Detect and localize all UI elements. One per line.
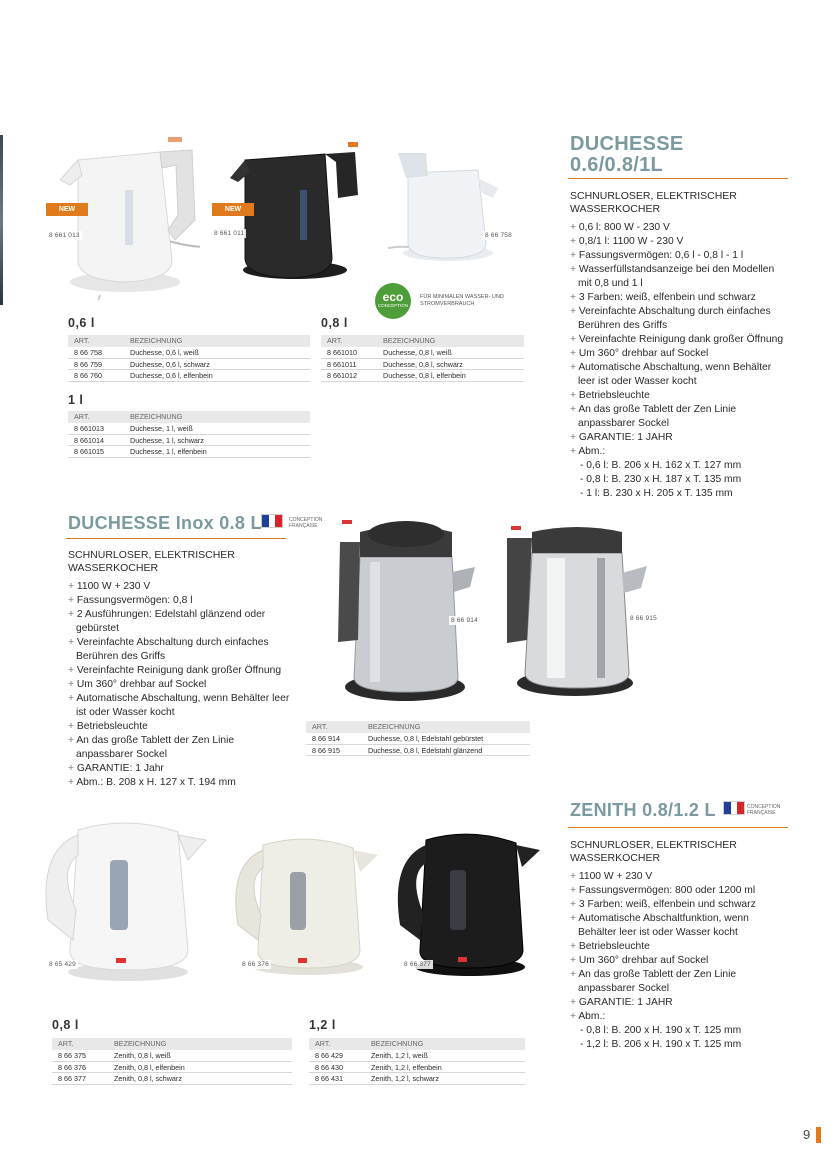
- dimension-item: - 1 l: B. 230 x H. 205 x T. 135 mm: [580, 488, 733, 499]
- eco-description: FÜR MINIMALEN WASSER- UND STROMVERBRAUCH: [420, 294, 504, 307]
- cell-art: 8 661013: [74, 424, 104, 433]
- bullet-icon: +: [570, 236, 579, 247]
- article-table: [309, 1038, 525, 1085]
- spec-text: GARANTIE: 1 JAHR: [578, 997, 673, 1008]
- header-art: ART.: [312, 722, 328, 731]
- spec-text: Automatische Abschaltung, wenn Behälter leer ist oder Wasser kocht: [578, 362, 772, 387]
- spec-item: [570, 940, 785, 954]
- bullet-icon: +: [570, 997, 579, 1008]
- spec-text: 0,6 l: 800 W - 230 V: [578, 222, 670, 233]
- spec-text: GARANTIE: 1 JAHR: [578, 432, 673, 443]
- spec-text: An das große Tablett der Zen Linie anpassbarer Sockel: [578, 404, 737, 429]
- spec-item: [570, 870, 785, 884]
- article-tag: 8 66 377: [404, 961, 431, 968]
- bullet-icon: +: [570, 390, 579, 401]
- dimension-item: - 1,2 l: B. 206 x H. 190 x T. 125 mm: [580, 1039, 742, 1050]
- table-header: [68, 411, 310, 423]
- dimension-item: - 0,8 l: B. 230 x H. 187 x T. 135 mm: [580, 474, 742, 485]
- bullet-icon: +: [68, 763, 77, 774]
- zenith-spec-list: [570, 870, 785, 1052]
- header-bezeichnung: BEZEICHNUNG: [114, 1039, 167, 1048]
- spec-item: [570, 333, 785, 347]
- cell-art: 8 661015: [74, 447, 104, 456]
- header-bezeichnung: BEZEICHNUNG: [371, 1039, 424, 1048]
- cell-bezeichnung: Zenith, 1,2 l, elfenbein: [371, 1062, 442, 1072]
- title-rule: [568, 827, 788, 828]
- spec-item: [68, 608, 293, 636]
- spec-text: 1100 W + 230 V: [76, 581, 151, 592]
- spec-text: An das große Tablett der Zen Linie anpassbarer Sockel: [578, 969, 737, 994]
- spec-text: Um 360° drehbar auf Sockel: [578, 348, 709, 359]
- cell-bezeichnung: Zenith, 1,2 l, weiß: [371, 1051, 428, 1060]
- cell-art: 8 661012: [327, 371, 357, 380]
- spec-item: [570, 898, 785, 912]
- cell-bezeichnung: Duchesse, 0,6 l, elfenbein: [130, 371, 213, 380]
- french-flag-icon: [261, 514, 283, 528]
- article-table: [306, 721, 530, 756]
- header-bezeichnung: BEZEICHNUNG: [130, 336, 183, 345]
- dimension-item: - 0,8 l: B. 200 x H. 190 x T. 125 mm: [580, 1025, 742, 1036]
- bullet-icon: +: [68, 595, 77, 606]
- bullet-icon: +: [68, 679, 77, 690]
- conception-label: CONCEPTION FRANÇAISE: [289, 517, 323, 529]
- header-art: ART.: [74, 336, 90, 345]
- bullet-icon: +: [570, 250, 579, 261]
- bullet-icon: +: [68, 735, 77, 746]
- spec-item: [68, 580, 293, 594]
- spec-item: [68, 734, 293, 762]
- bullet-icon: +: [68, 637, 77, 648]
- cell-bezeichnung: Zenith, 0,8 l, elfenbein: [114, 1062, 185, 1072]
- bullet-icon: +: [570, 404, 579, 415]
- table-row: [321, 359, 524, 371]
- duchesse-title: [570, 134, 684, 176]
- bullet-icon: +: [570, 306, 579, 317]
- duchesse-subtitle: SCHNURLOSER, ELEKTRISCHER WASSERKOCHER: [570, 190, 737, 215]
- header-bezeichnung: BEZEICHNUNG: [130, 412, 183, 421]
- spec-item: [570, 431, 785, 445]
- spec-item: [68, 720, 293, 734]
- cell-bezeichnung: Duchesse, 0,8 l, schwarz: [383, 359, 463, 369]
- bullet-icon: +: [570, 1011, 579, 1022]
- dimension-item: - 0,6 l: B. 206 x H. 162 x T. 127 mm: [580, 460, 742, 471]
- cell-bezeichnung: Duchesse, 1 l, weiß: [130, 424, 193, 433]
- article-table: [68, 411, 310, 458]
- header-art: ART.: [58, 1039, 74, 1048]
- cell-bezeichnung: Duchesse, 0,6 l, weiß: [130, 348, 199, 357]
- cell-art: 8 66 430: [315, 1062, 343, 1072]
- duchesse-spec-list: [570, 221, 785, 501]
- kettle-image-inox-brushed: [330, 512, 490, 707]
- table-row: [68, 423, 310, 435]
- spec-text: Vereinfachte Abschaltung durch einfaches Berühren des Griffs: [76, 637, 269, 662]
- table-row: [68, 446, 310, 458]
- new-badge: NEW: [46, 203, 88, 216]
- bullet-icon: +: [68, 693, 77, 704]
- cell-bezeichnung: Zenith, 0,8 l, weiß: [114, 1051, 171, 1060]
- spec-text: Fassungsvermögen: 800 oder 1200 ml: [578, 885, 756, 896]
- article-tag: 8 65 429: [49, 961, 76, 968]
- spec-item: [570, 912, 785, 940]
- cell-bezeichnung: Zenith, 0,8 l, schwarz: [114, 1074, 182, 1083]
- table-header: [306, 721, 530, 733]
- spec-text: 1100 W + 230 V: [578, 871, 653, 882]
- spec-text: Betriebsleuchte: [578, 941, 650, 952]
- article-tag: 8 66 915: [630, 615, 657, 622]
- volume-label: 1 l: [68, 393, 84, 407]
- article-tag: 8 661 013: [49, 232, 80, 239]
- bullet-icon: +: [68, 609, 77, 620]
- table-header: [309, 1038, 525, 1050]
- cell-art: 8 66 375: [58, 1051, 86, 1060]
- spec-text: Um 360° drehbar auf Sockel: [76, 679, 207, 690]
- bullet-icon: +: [570, 446, 579, 457]
- spec-text: Abm.: B. 208 x H. 127 x T. 194 mm: [76, 777, 236, 788]
- spec-item: [68, 762, 293, 776]
- table-row: [68, 370, 310, 382]
- eco-conception-badge: [375, 283, 411, 319]
- spec-text: 3 Farben: weiß, elfenbein und schwarz: [578, 292, 756, 303]
- cell-bezeichnung: Zenith, 1,2 l, schwarz: [371, 1074, 439, 1083]
- bullet-icon: +: [570, 348, 579, 359]
- table-header: [321, 335, 524, 347]
- spec-text: Fassungsvermögen: 0,8 l: [76, 595, 193, 606]
- spec-item: [68, 692, 293, 720]
- bullet-icon: +: [570, 362, 579, 373]
- bullet-icon: +: [570, 913, 579, 924]
- volume-label: 1,2 l: [309, 1018, 336, 1032]
- table-row: [68, 359, 310, 371]
- table-row: [68, 435, 310, 447]
- kettle-image-zenith-white: [38, 810, 213, 985]
- cell-bezeichnung: Duchesse, 0,8 l, elfenbein: [383, 371, 466, 380]
- page-number: 9: [803, 1127, 811, 1142]
- cell-art: 8 66 915: [312, 745, 340, 755]
- header-bezeichnung: BEZEICHNUNG: [383, 336, 436, 345]
- table-row: [309, 1073, 525, 1085]
- spec-item: [68, 636, 293, 664]
- spec-text: Automatische Abschaltung, wenn Behälter leer ist oder Wasser kocht: [76, 693, 290, 718]
- inox-spec-list: [68, 580, 293, 790]
- bullet-icon: +: [570, 871, 579, 882]
- table-header: [68, 335, 310, 347]
- table-header: [52, 1038, 292, 1050]
- duchesse-title-line2: 0.6/0.8/1L: [570, 154, 664, 176]
- header-art: ART.: [327, 336, 343, 345]
- spec-text: Abm.:: [578, 1011, 606, 1022]
- bullet-icon: +: [570, 969, 579, 980]
- spec-item: [68, 776, 293, 790]
- spec-item: [570, 884, 785, 898]
- bullet-icon: +: [570, 885, 579, 896]
- cell-bezeichnung: Duchesse, 0,8 l, Edelstahl glänzend: [368, 745, 483, 755]
- cell-art: 8 66 760: [74, 371, 102, 380]
- spec-item: [570, 291, 785, 305]
- cell-bezeichnung: Duchesse, 1 l, elfenbein: [130, 447, 207, 456]
- cell-art: 8 66 429: [315, 1051, 343, 1060]
- eco-conception-label: CONCEPTION: [377, 303, 408, 308]
- spec-item: [570, 996, 785, 1010]
- spec-item: [570, 361, 785, 389]
- cell-bezeichnung: Duchesse, 0,6 l, schwarz: [130, 359, 210, 369]
- spec-text: Betriebsleuchte: [76, 721, 148, 732]
- article-table: [52, 1038, 292, 1085]
- spec-text: 3 Farben: weiß, elfenbein und schwarz: [578, 899, 756, 910]
- bullet-icon: +: [68, 665, 77, 676]
- volume-label: 0,6 l: [68, 316, 95, 330]
- spec-item: [570, 968, 785, 996]
- bullet-icon: +: [570, 292, 579, 303]
- zenith-subtitle: SCHNURLOSER, ELEKTRISCHER WASSERKOCHER: [570, 839, 737, 864]
- zenith-title: ZENITH 0.8/1.2 L: [570, 800, 716, 820]
- spec-item: [68, 678, 293, 692]
- table-row: [321, 370, 524, 382]
- bullet-icon: +: [68, 721, 77, 732]
- spec-text: Betriebsleuchte: [578, 390, 650, 401]
- cell-art: 8 661011: [327, 359, 357, 369]
- spec-item: [570, 263, 785, 291]
- spec-text: GARANTIE: 1 Jahr: [76, 763, 164, 774]
- spec-text: Automatische Abschaltfunktion, wenn Behälter leer ist oder Wasser kocht: [578, 913, 749, 938]
- kettle-image-zenith-ivory: [228, 830, 383, 980]
- kettle-image-zenith-black: [388, 825, 543, 980]
- spec-item: [570, 1010, 785, 1024]
- title-rule: [568, 178, 788, 179]
- spec-text: Abm.:: [578, 446, 606, 457]
- spec-item: [570, 305, 785, 333]
- spec-text: Vereinfachte Reinigung dank großer Öffnung: [76, 665, 282, 676]
- cell-art: 8 661010: [327, 348, 357, 357]
- bullet-icon: +: [570, 432, 579, 443]
- bullet-icon: +: [570, 941, 579, 952]
- spec-item: [570, 445, 785, 459]
- bullet-icon: +: [570, 334, 579, 345]
- header-art: ART.: [315, 1039, 331, 1048]
- table-row: [52, 1050, 292, 1062]
- cell-bezeichnung: Duchesse, 0,8 l, weiß: [383, 348, 452, 357]
- title-rule: [66, 538, 286, 539]
- bullet-icon: +: [570, 899, 579, 910]
- spec-item: [570, 403, 785, 431]
- bullet-icon: +: [68, 777, 77, 788]
- table-row: [309, 1050, 525, 1062]
- duchesse-title-line1: DUCHESSE: [570, 133, 684, 155]
- cell-art: 8 66 759: [74, 359, 102, 369]
- spec-text: 2 Ausführungen: Edelstahl glänzend oder gebürstet: [76, 609, 266, 634]
- article-tag: 8 66 758: [485, 232, 512, 239]
- article-table: [68, 335, 310, 382]
- table-row: [68, 347, 310, 359]
- table-row: [52, 1073, 292, 1085]
- cell-bezeichnung: Duchesse, 0,8 l, Edelstahl gebürstet: [368, 734, 484, 743]
- table-row: [306, 733, 530, 745]
- bullet-icon: +: [68, 581, 77, 592]
- table-row: [309, 1062, 525, 1074]
- table-row: [52, 1062, 292, 1074]
- spec-item: [570, 954, 785, 968]
- table-row: [321, 347, 524, 359]
- spec-text: Wasserfüllstandsanzeige bei den Modellen mit 0,8 und 1 l: [578, 264, 775, 289]
- cell-art: 8 661014: [74, 435, 104, 445]
- volume-label: 0,8 l: [321, 316, 348, 330]
- bullet-icon: +: [570, 955, 579, 966]
- cell-art: 8 66 431: [315, 1074, 343, 1083]
- spec-item: [570, 235, 785, 249]
- spec-item: [68, 664, 293, 678]
- inox-title: DUCHESSE Inox 0.8 L: [68, 513, 262, 533]
- volume-label: 0,8 l: [52, 1018, 79, 1032]
- kettle-image-duchesse-small: [378, 148, 518, 268]
- conception-label: CONCEPTION FRANÇAISE: [747, 804, 781, 816]
- spec-text: Um 360° drehbar auf Sockel: [578, 955, 709, 966]
- spec-text: Fassungsvermögen: 0,6 l - 0,8 l - 1 l: [578, 250, 744, 261]
- header-art: ART.: [74, 412, 90, 421]
- spec-item: [68, 594, 293, 608]
- article-tag: 8 661 011: [214, 230, 245, 237]
- page-number-accent: [816, 1127, 821, 1143]
- left-edge-decoration: [0, 135, 3, 305]
- article-tag: 8 66 376: [242, 961, 269, 968]
- article-table: [321, 335, 524, 382]
- spec-item: [570, 221, 785, 235]
- spec-text: An das große Tablett der Zen Linie anpassbarer Sockel: [76, 735, 235, 760]
- spec-item: [570, 347, 785, 361]
- cell-art: 8 66 377: [58, 1074, 86, 1083]
- spec-text: Vereinfachte Reinigung dank großer Öffnung: [578, 334, 784, 345]
- spec-item: [570, 389, 785, 403]
- cell-art: 8 66 914: [312, 734, 340, 743]
- table-row: [306, 745, 530, 757]
- new-badge: NEW: [212, 203, 254, 216]
- header-bezeichnung: BEZEICHNUNG: [368, 722, 421, 731]
- cell-art: 8 66 758: [74, 348, 102, 357]
- spec-text: 0,8/1 l: 1100 W - 230 V: [578, 236, 684, 247]
- bullet-icon: +: [570, 264, 579, 275]
- inox-subtitle: SCHNURLOSER, ELEKTRISCHER WASSERKOCHER: [68, 549, 235, 574]
- bullet-icon: +: [570, 222, 579, 233]
- article-tag: 8 66 914: [451, 617, 478, 624]
- spec-text: Vereinfachte Abschaltung durch einfaches Berühren des Griffs: [578, 306, 771, 331]
- spec-item: [570, 249, 785, 263]
- french-flag-icon: [723, 801, 745, 815]
- eco-label: eco: [382, 290, 404, 304]
- cell-art: 8 66 376: [58, 1062, 86, 1072]
- cell-bezeichnung: Duchesse, 1 l, schwarz: [130, 435, 204, 445]
